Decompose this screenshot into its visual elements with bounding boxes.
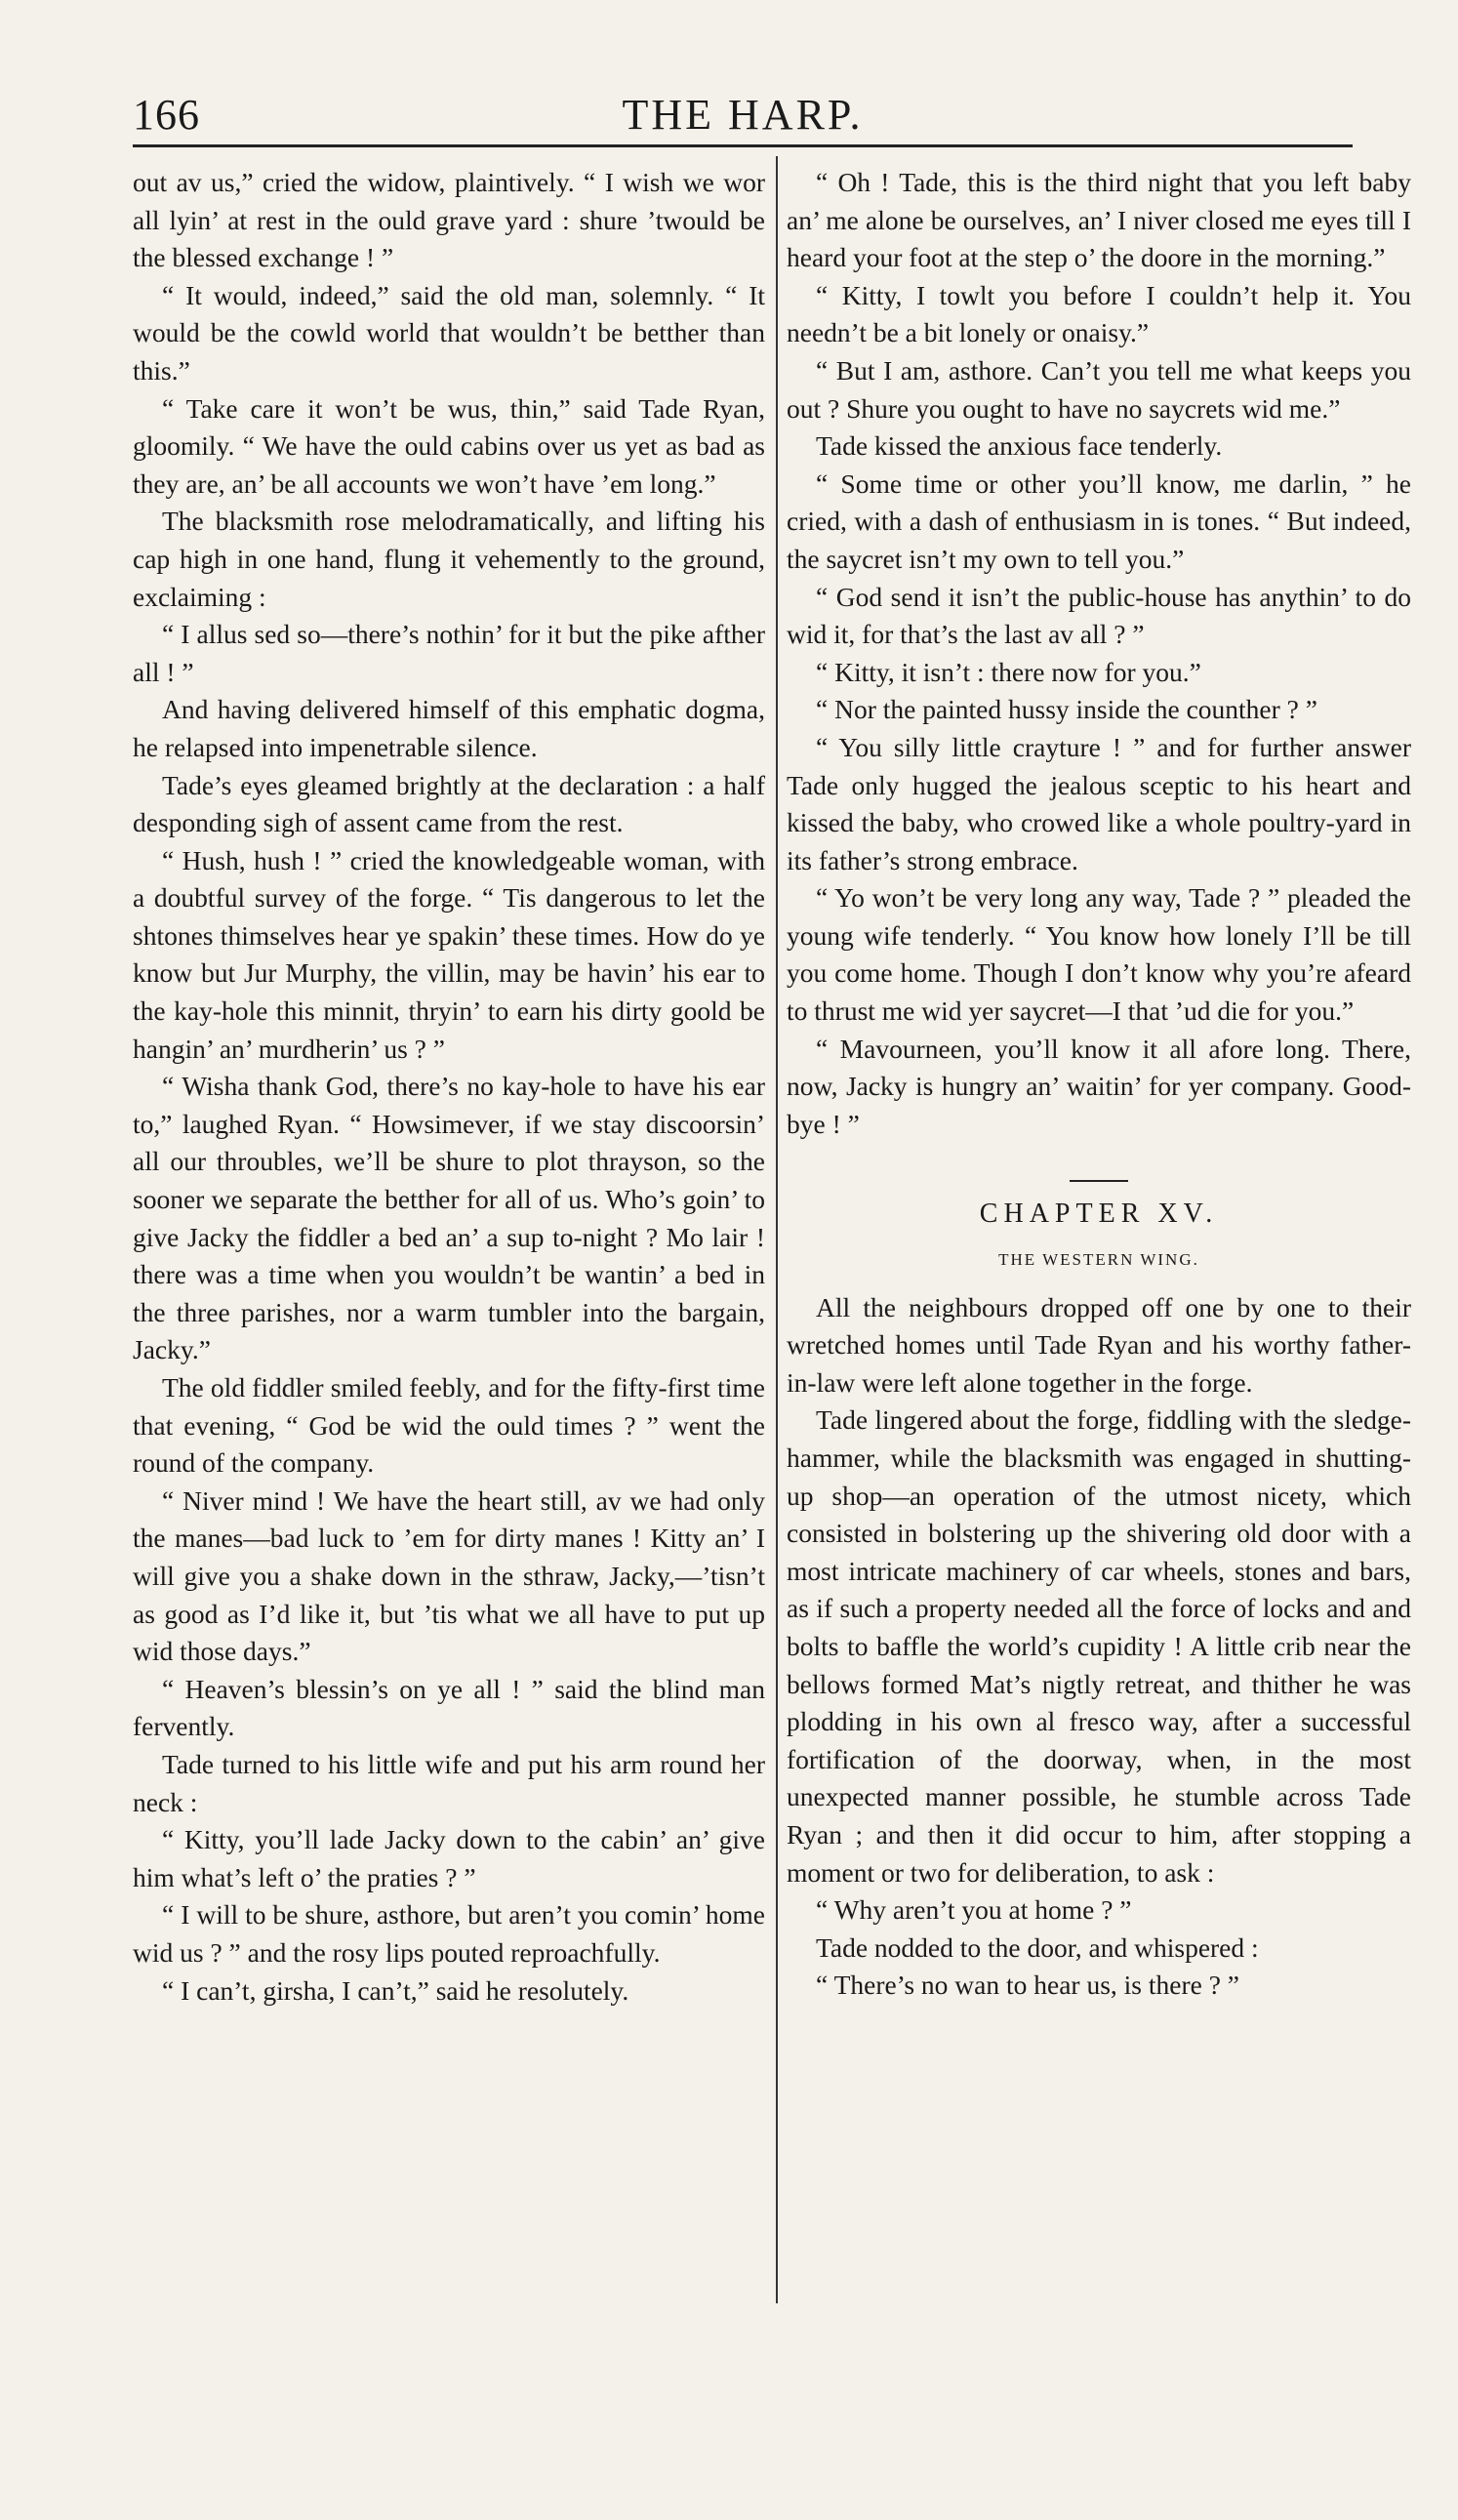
paragraph: Tade kissed the anxious face tenderly. xyxy=(816,430,1223,462)
paragraph: “ God send it isn’t the public-house has anythin’ to do wid it, for that’s the last av all ? ” xyxy=(787,581,1411,650)
page-header xyxy=(133,90,1353,148)
paragraph: The blacksmith rose melodramatically, and lifting his cap high in one hand, flung it vehemently to the ground, exclaiming : xyxy=(133,506,765,612)
chapter-title: CHAPTER XV. xyxy=(979,1199,1219,1230)
paragraph: “ Heaven’s blessin’s on ye all ! ” said the blind man fervently. xyxy=(133,1673,765,1742)
paragraph: Tade’s eyes gleamed brightly at the declaration : a half desponding sigh of assent came from the rest. xyxy=(133,769,765,838)
header-rule xyxy=(133,144,1353,147)
paragraph: All the neighbours dropped off one by one to their wretched homes until Tade Ryan and his worthy father-in-law were left alone together in the forge. xyxy=(787,1291,1411,1398)
paragraph: “ Some time or other you’ll know, me darlin, ” he cried, with a dash of enthusiasm in is tones. “ But indeed, the saycret isn’t my own to tell you.” xyxy=(787,467,1411,574)
paragraph: And having delivered himself of this emphatic dogma, he relapsed into impenetrable silence. xyxy=(133,694,765,762)
paragraph: “ Take care it won’t be wus, thin,” said Tade Ryan, gloomily. “ We have the ould cabins over us yet as bad as they are, an’ be all accounts we won’t have ’em long.” xyxy=(133,392,765,499)
paragraph: “ I will to be shure, asthore, but aren’t you comin’ home wid us ? ” and the rosy lips pouted reproachfully. xyxy=(133,1899,765,1968)
paragraph: “ Hush, hush ! ” cried the knowledgeable woman, with a doubtful survey of the forge. “ Tis dangerous to let the shtones thimselves hear ye spakin’ these times. How do ye know but Jur Murphy, the villin, may be havin’ his ear to the kay-hole this minnit, thryin’ to earn his dirty goold be hangin’ an’ murdherin’ us ? ” xyxy=(133,844,765,1064)
paragraph: Tade nodded to the door, and whispered : xyxy=(816,1931,1259,1963)
page-number: 166 xyxy=(133,91,200,139)
paragraph: “ It would, indeed,” said the old man, solemnly. “ It would be the cowld world that wouldn’t be betther than this.” xyxy=(133,279,765,386)
paragraph: Tade turned to his little wife and put his arm round her neck : xyxy=(133,1748,765,1817)
chapter-separator xyxy=(1070,1180,1128,1182)
paragraph: “ Oh ! Tade, this is the third night that you left baby an’ me alone be ourselves, an’ I niver closed me eyes till I heard your foot at the step o’ the doore in the morning.” xyxy=(787,167,1411,273)
paragraph: “ Mavourneen, you’ll know it all afore long. There, now, Jacky is hungry an’ waitin’ for yer company. Good-bye ! ” xyxy=(787,1033,1411,1139)
column-divider xyxy=(776,156,778,2303)
paragraph: The old fiddler smiled feebly, and for the fifty-first time that evening, “ God be wid the ould times ? ” went the round of the company. xyxy=(133,1372,765,1479)
paragraph: “ Yo won’t be very long any way, Tade ? ” pleaded the young wife tenderly. “ You know how lonely I’ll be till you come home. Though I don’t know why you’re afeard to thrust me wid yer saycret—I that ’ud die for you.” xyxy=(787,882,1411,1027)
paragraph: out av us,” cried the widow, plaintively. “ I wish we wor all lyin’ at rest in the ould grave yard : shure ’twould be the blessed exchange ! ” xyxy=(133,167,765,273)
paragraph: “ Nor the painted hussy inside the counther ? ” xyxy=(816,694,1317,725)
chapter-subtitle: THE WESTERN WING. xyxy=(998,1250,1199,1270)
paragraph: “ Why aren’t you at home ? ” xyxy=(816,1894,1132,1926)
paragraph: Tade lingered about the forge, fiddling with the sledge-hammer, while the blacksmith was engaged in shutting-up shop—an operation of the utmost nicety, which consisted in bolstering up the shivering old door with a most intricate machinery of car wheels, stones and bars, as if such a property needed all the force of locks and and bolts to baffle the world’s cupidity ! A little crib near the bellows formed Mat’s nigtly retreat, and thither he was plodding in his own al fresco way, after a successful fortification of the doorway, when, in the most unexpected manner possible, he stumble across Tade Ryan ; and then it did occur to him, after stopping a moment or two for deliberation, to ask : xyxy=(787,1404,1411,1888)
paragraph: “ Wisha thank God, there’s no kay-hole to have his ear to,” laughed Ryan. “ Howsimever, if we stay discoorsin’ all our throubles, we’ll be shure to plot thrayson, so the sooner we separate the betther for all of us. Who’s goin’ to give Jacky the fiddler a bed an’ a sup to-night ? Mo lair ! there was a time when you wouldn’t be wantin’ a bed in the three parishes, nor a warm tumbler into the bargain, Jacky.” xyxy=(133,1071,765,1365)
running-head: THE HARP. xyxy=(622,91,864,139)
paragraph: “ You silly little crayture ! ” and for further answer Tade only hugged the jealous sceptic to his heart and kissed the baby, who crowed like a whole poultry-yard in its father’s strong embrace. xyxy=(787,731,1411,875)
paragraph: “ I allus sed so—there’s nothin’ for it but the pike afther all ! ” xyxy=(133,619,765,687)
right-column xyxy=(787,164,1411,2005)
paragraph: “ Niver mind ! We have the heart still, av we had only the manes—bad luck to ’em for dirty manes ! Kitty an’ I will give you a shake down in the sthraw, Jacky,—’tisn’t as good as I’d like it, but ’tis what we all have to put up wid those days.” xyxy=(133,1484,765,1667)
paragraph: “ Kitty, it isn’t : there now for you.” xyxy=(816,656,1201,687)
left-column xyxy=(133,164,765,2010)
paragraph: “ Kitty, you’ll lade Jacky down to the cabin’ an’ give him what’s left o’ the praties ? ” xyxy=(133,1824,765,1892)
paragraph: “ There’s no wan to hear us, is there ? ” xyxy=(816,1970,1239,2001)
paragraph: “ Kitty, I towlt you before I couldn’t help it. You needn’t be a bit lonely or onaisy.” xyxy=(787,279,1411,348)
paragraph: “ I can’t, girsha, I can’t,” said he resolutely. xyxy=(162,1974,629,2006)
paragraph: “ But I am, asthore. Can’t you tell me what keeps you out ? Shure you ought to have no saycrets wid me.” xyxy=(787,354,1411,424)
